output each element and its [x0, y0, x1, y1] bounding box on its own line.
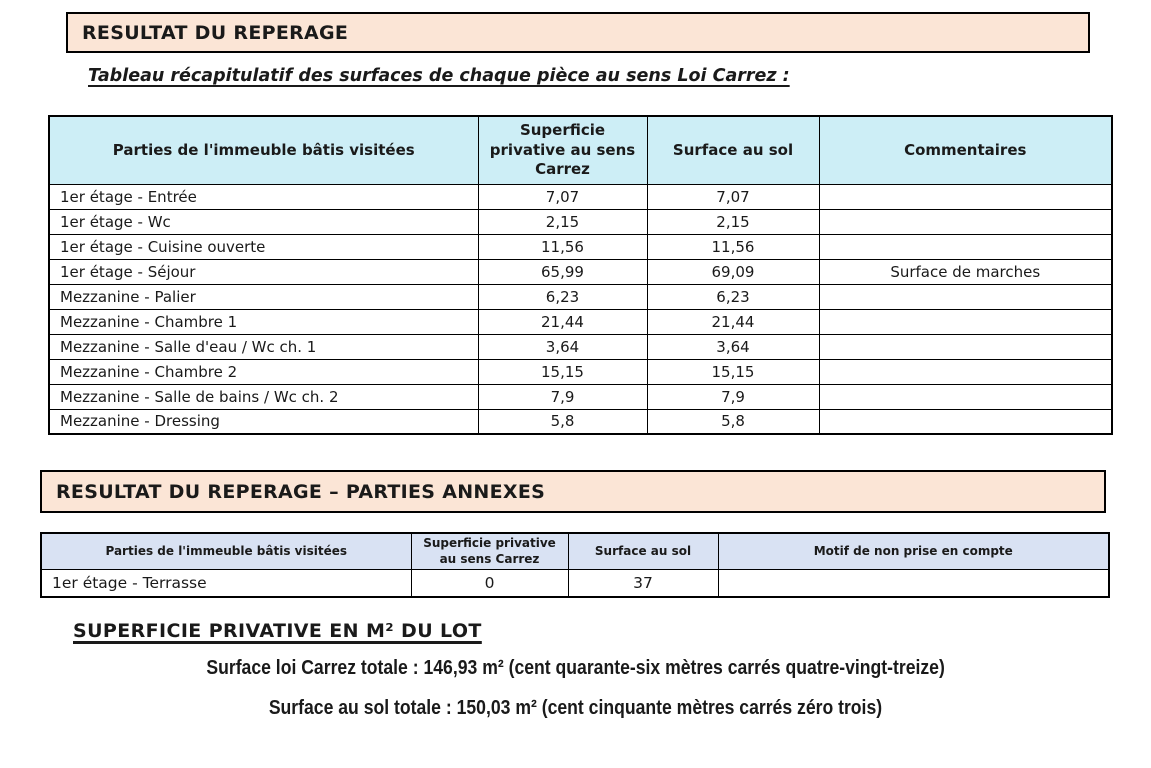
table-row	[49, 284, 1112, 309]
cell-comment	[819, 334, 1112, 359]
cell-comment: Surface de marches	[819, 259, 1112, 284]
cell-carrez: 15,15	[478, 359, 647, 384]
header-row	[49, 116, 1112, 184]
cell-carrez: 7,9	[478, 384, 647, 409]
total-sol-value: Surface au sol totale : 150,03 m² (cent cinquante mètres carrés zéro trois)	[268, 697, 883, 719]
section1-banner-title: RESULTAT DU REPERAGE	[82, 21, 349, 44]
header-row	[41, 533, 1109, 570]
cell-part: 1er étage - Séjour	[49, 259, 478, 284]
cell-sol: 2,15	[647, 209, 819, 234]
cell-carrez: 3,64	[478, 334, 647, 359]
total-carrez-value: Surface loi Carrez totale : 146,93 m² (cent quarante-six mètres carrés quatre-vingt-treize)	[206, 657, 945, 679]
cell-sol: 6,23	[647, 284, 819, 309]
annexes-table	[40, 532, 1110, 598]
totals-heading: SUPERFICIE PRIVATIVE EN M² DU LOT	[73, 620, 482, 642]
cell-part: Mezzanine - Chambre 2	[49, 359, 478, 384]
cell-part: Mezzanine - Dressing	[49, 409, 478, 434]
table-row	[49, 259, 1112, 284]
table-row	[49, 359, 1112, 384]
cell-carrez: 0	[411, 570, 568, 597]
total-sol-line	[0, 697, 1151, 720]
cell-carrez: 11,56	[478, 234, 647, 259]
cell-comment	[819, 309, 1112, 334]
table-row	[49, 234, 1112, 259]
cell-sol: 7,07	[647, 184, 819, 209]
cell-carrez: 21,44	[478, 309, 647, 334]
cell-part: 1er étage - Entrée	[49, 184, 478, 209]
cell-sol: 5,8	[647, 409, 819, 434]
section2-banner-title: RESULTAT DU REPERAGE – PARTIES ANNEXES	[56, 480, 546, 503]
table-row	[49, 184, 1112, 209]
cell-carrez: 5,8	[478, 409, 647, 434]
section2-banner	[40, 470, 1106, 513]
cell-sol: 21,44	[647, 309, 819, 334]
col-header-parties: Parties de l'immeuble bâtis visitées	[49, 116, 478, 184]
col-header-superficie-carrez: Superficie privative au sens Carrez	[478, 116, 647, 184]
cell-sol: 11,56	[647, 234, 819, 259]
col-header-surface-sol: Surface au sol	[647, 116, 819, 184]
table-row	[49, 384, 1112, 409]
cell-comment	[819, 284, 1112, 309]
cell-part: Mezzanine - Chambre 1	[49, 309, 478, 334]
table-row	[49, 209, 1112, 234]
cell-sol: 3,64	[647, 334, 819, 359]
cell-carrez: 2,15	[478, 209, 647, 234]
cell-comment	[819, 409, 1112, 434]
cell-comment	[819, 184, 1112, 209]
cell-carrez: 6,23	[478, 284, 647, 309]
col-header-parties: Parties de l'immeuble bâtis visitées	[41, 533, 411, 570]
col-header-motif: Motif de non prise en compte	[718, 533, 1109, 570]
cell-sol: 37	[568, 570, 718, 597]
cell-sol: 69,09	[647, 259, 819, 284]
annexes-table-header	[41, 533, 1109, 570]
cell-comment	[819, 209, 1112, 234]
col-header-superficie-carrez: Superficie privative au sens Carrez	[411, 533, 568, 570]
annexes-table-body	[41, 570, 1109, 597]
carrez-table-header	[49, 116, 1112, 184]
cell-comment	[819, 384, 1112, 409]
cell-comment	[819, 234, 1112, 259]
table-row	[41, 570, 1109, 597]
carrez-table-body	[49, 184, 1112, 434]
cell-part: 1er étage - Terrasse	[41, 570, 411, 597]
total-carrez-line	[0, 657, 1151, 680]
table-row	[49, 334, 1112, 359]
cell-part: 1er étage - Cuisine ouverte	[49, 234, 478, 259]
cell-sol: 7,9	[647, 384, 819, 409]
cell-part: Mezzanine - Palier	[49, 284, 478, 309]
cell-motif	[718, 570, 1109, 597]
cell-comment	[819, 359, 1112, 384]
col-header-surface-sol: Surface au sol	[568, 533, 718, 570]
cell-sol: 15,15	[647, 359, 819, 384]
carrez-table-subtitle: Tableau récapitulatif des surfaces de chaque pièce au sens Loi Carrez :	[88, 66, 790, 86]
table-row	[49, 409, 1112, 434]
col-header-commentaires: Commentaires	[819, 116, 1112, 184]
cell-carrez: 65,99	[478, 259, 647, 284]
cell-part: Mezzanine - Salle d'eau / Wc ch. 1	[49, 334, 478, 359]
carrez-surfaces-table	[48, 115, 1113, 435]
cell-part: 1er étage - Wc	[49, 209, 478, 234]
table-row	[49, 309, 1112, 334]
cell-part: Mezzanine - Salle de bains / Wc ch. 2	[49, 384, 478, 409]
cell-carrez: 7,07	[478, 184, 647, 209]
section1-banner	[66, 12, 1090, 53]
